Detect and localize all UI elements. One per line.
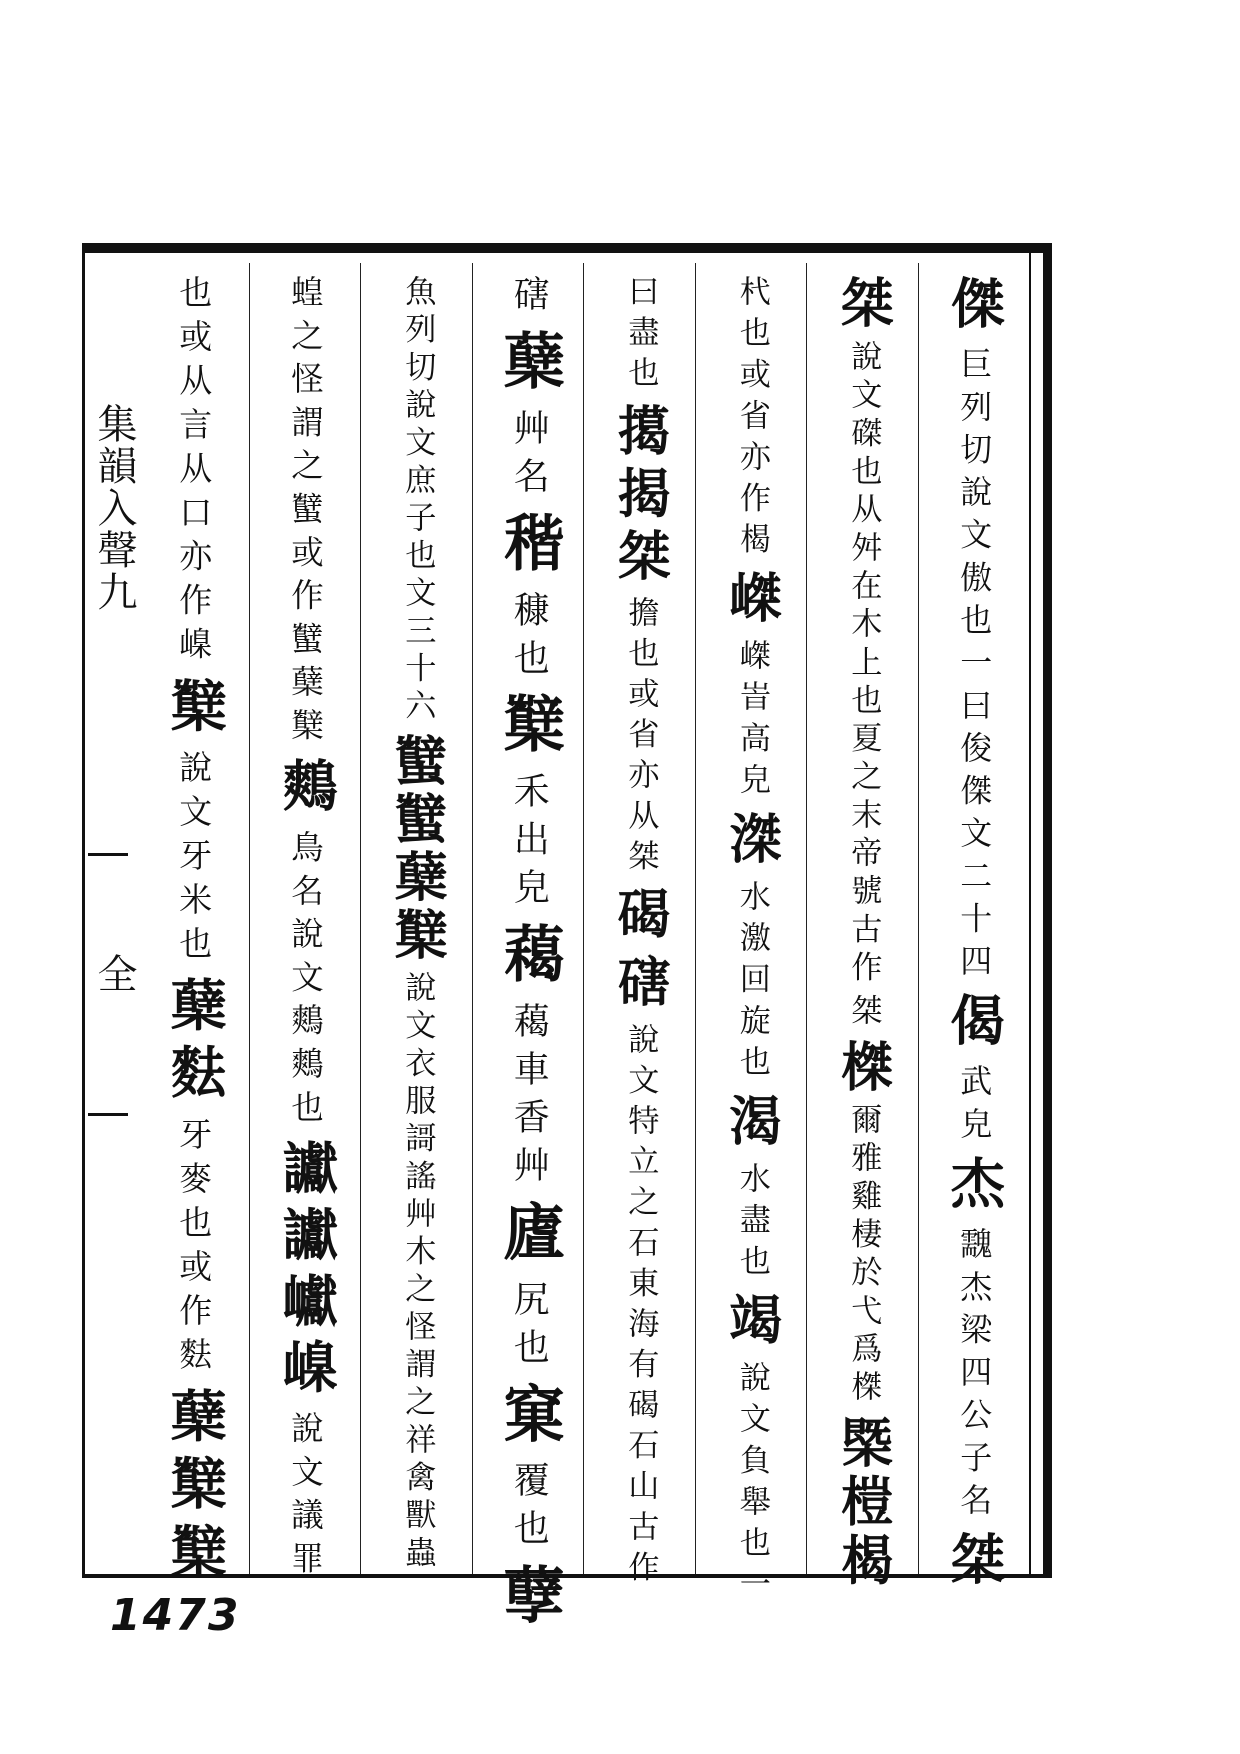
gloss-text: 尻也 [508,1279,550,1376]
margin-gutter [82,253,137,1573]
text-column [137,263,249,1590]
gloss-text: 魚列切說文庶子也文三十六 [399,275,436,727]
gloss-text: 爾雅雞棲於弋爲榤 [845,1103,882,1409]
headword: 桀 [832,275,895,334]
gloss-text: 藒車香艸 [508,1001,550,1194]
text-column [249,263,361,1585]
margin-dash [88,1113,128,1116]
gloss-text: 禾出皃 [508,772,550,917]
gloss-text: 穅也 [508,590,550,687]
gloss-text: 巨列切說文傲也一曰俊傑文二十四 [955,346,994,987]
text-column [360,263,472,1574]
headword: 滐 [720,810,783,875]
headword: 鷞 [273,757,339,824]
gloss-text: 覆也 [508,1461,550,1558]
headword: 㢒 [493,1199,565,1274]
gloss-text: 說文負舉也一 [733,1361,770,1610]
text-column [583,263,695,1591]
gloss-text: 曰盡也 [622,275,659,397]
page-number: 1473 [110,1590,241,1641]
headword: 孽 [493,1563,565,1638]
inner-border-rule [1029,253,1031,1574]
text-column [695,263,807,1610]
gloss-text: 䰰杰梁四公子名 [955,1226,994,1526]
gloss-text: 說文磔也从舛在木上也夏之末帝號古作 [845,339,882,989]
gloss-text: 說文牙米也 [174,750,214,970]
margin-dash [88,853,128,856]
headword: 偈 [942,992,1007,1058]
headword: 㮣榿楬 [832,1414,895,1591]
headword: 蘖麮 [160,976,226,1112]
headword: 稭 [493,510,565,585]
gloss-text: 杙也或省亦作楬 [733,275,770,564]
headword: 桀 [942,1531,1007,1598]
gloss-text: 鳥名說文鷞鷞也 [286,829,325,1133]
text-column [918,263,1030,1598]
gloss-text: 武皃 [955,1063,994,1150]
headword: 擖揭桀 [609,402,672,590]
margin-folio: 全 [91,953,137,995]
gloss-text: 水激回旋也 [733,880,770,1087]
gloss-text: 磍 [508,275,550,323]
headword: 櫱 [493,692,565,767]
headword: 櫱 [160,676,226,745]
gloss-text: 說文特立之石東海有碣石山古作 [622,1022,659,1591]
headword: 藒 [493,922,565,996]
margin-title: 集韻入聲九 [91,403,137,613]
headword: 讞讞巘嵲 [273,1138,339,1406]
gloss-text: 水盡也 [733,1162,770,1286]
headword: 竭 [720,1291,783,1356]
headword: 窠 [493,1381,565,1456]
gloss-text: 說文衣服謌謠艸木之怪謂之祥禽獸蟲 [399,970,436,1574]
headword: 蘖櫱櫱 [160,1387,226,1590]
headword: 渴 [720,1092,783,1157]
gloss-text: 也或从言从口亦作嵲 [174,275,214,671]
gloss-text: 艸名 [508,408,550,505]
text-column [472,263,584,1638]
gloss-text: 擔也或省亦从桀 [622,595,659,880]
text-column [806,263,918,1591]
headword: 磍 [609,954,672,1017]
headword: 蘖 [493,328,565,403]
gloss-text: 說文議罪 [286,1411,325,1585]
headword: 嵥 [720,569,783,634]
headword: 榤 [832,1038,895,1098]
gloss-text: 牙麥也或作麮 [174,1117,214,1382]
headword: 傑 [942,275,1007,341]
gloss-text: 桀 [845,994,882,1033]
gloss-text: 蝗之怪謂之蠥或作蠥蘖櫱 [286,275,325,752]
headword: 蠥蠥蘖櫱 [386,732,449,965]
headword: 碣 [609,885,672,949]
headword: 杰 [942,1155,1007,1221]
gloss-text: 嵥峕高皃 [733,639,770,805]
